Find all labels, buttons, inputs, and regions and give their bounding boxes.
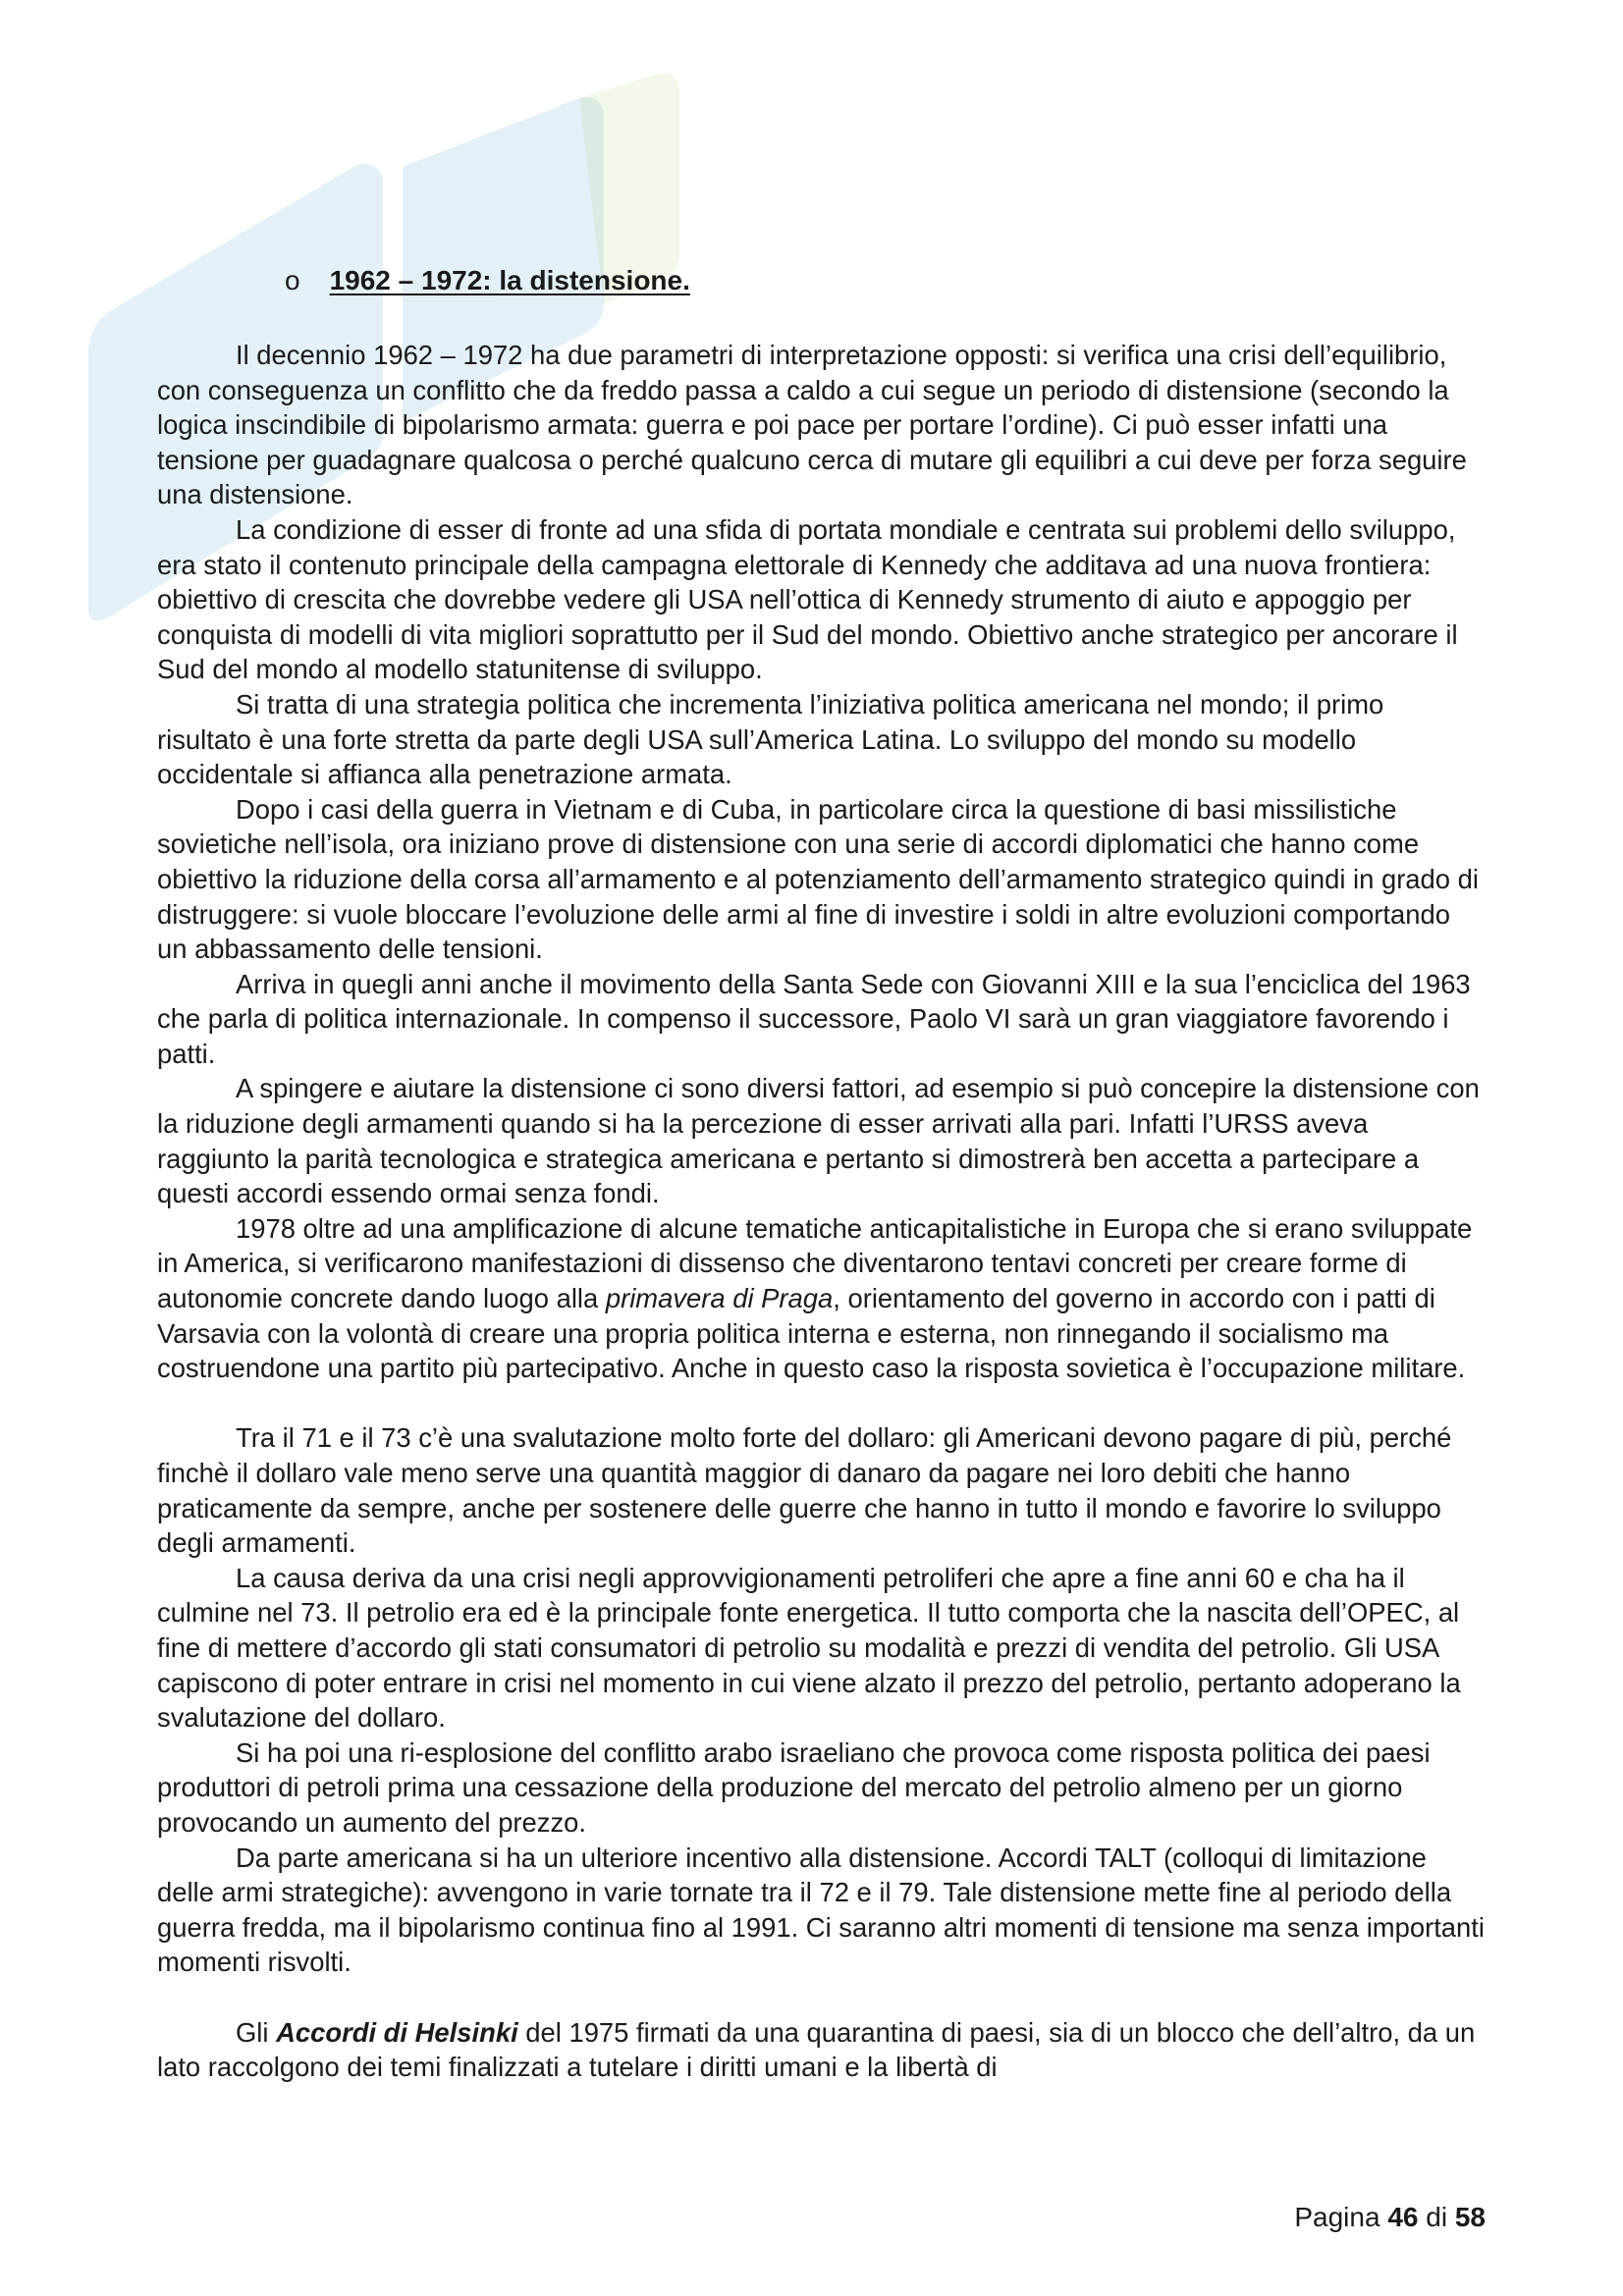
paragraph-segment: La condizione di esser di fronte ad una sfida di portata mondiale e centrata sui problemi dello sviluppo, era stato il contenuto principale della campagna elettorale di Kennedy che additava ad una nuova frontiera: obiettivo di crescita che dovrebbe vedere gli USA nell’ottica di Kennedy strumento di aiuto e appoggio per conquista di modelli di vita migliori soprattutto per il Sud del mondo. Obiettivo anche strategico per ancorare il Sud del mondo al modello statunitense di sviluppo. <box>157 513 1458 685</box>
paragraph-segment: A spingere e aiutare la distensione ci sono diversi fattori, ad esempio si può concepire la distensione con la riduzione degli armamenti quando si ha la percezione di esser arrivati alla pari. Infatti l’URSS aveva raggiunto la parità tecnologica e strategica americana e pertanto si dimostrerà ben accetta a partecipare a questi accordi essendo ormai senza fondi. <box>157 1073 1480 1209</box>
footer-of: di <box>1426 2202 1448 2232</box>
paragraph-segment: Si ha poi una ri-esplosione del conflitto arabo israeliano che provoca come risposta politica dei paesi produttori di petroli prima una cessazione della produzione del mercato del petrolio almeno per un giorno provocando un aumento del prezzo. <box>157 1736 1431 1838</box>
body-text <box>157 338 1485 2085</box>
paragraph-segment: Il decennio 1962 – 1972 ha due parametri di interpretazione opposti: si verifica una crisi dell’equilibrio, con conseguenza un conflitto che da freddo passa a caldo a cui segue un periodo di distensione (secondo la logica inscindibile di bipolarismo armata: guerra e poi pace per portare l’ordine). Ci può esser infatti una tensione per guadagnare qualcosa o perché qualcuno cerca di mutare gli equilibri a cui deve per forza seguire una distensione. <box>157 340 1467 510</box>
paragraph-segment: Tra il 71 e il 73 c’è una svalutazione molto forte del dollaro: gli Americani devono pagare di più, perché finchè il dollaro vale meno serve una quantità maggior di danaro da pagare nei loro debiti che hanno praticamente da sempre, anche per sostenere delle guerre che hanno in tutto il mondo e favorire lo sviluppo degli armamenti. <box>157 1422 1452 1559</box>
paragraph-segment: Arriva in quegli anni anche il movimento della Santa Sede con Giovanni XIII e la sua l’enciclica del 1963 che parla di politica internazionale. In compenso il successore, Paolo VI sarà un gran viaggiatore favorendo i patti. <box>157 968 1471 1069</box>
paragraph-segment: Accordi di Helsinki <box>276 2016 518 2048</box>
paragraph <box>157 1420 1485 1560</box>
paragraph-segment: 1978 oltre ad una amplificazione di alcune tematiche anticapitalistiche in Europa che si erano sviluppate in America, si verificarono manifestazioni di dissenso che diventarono tentavi concreti per creare forme di autonomie concrete dando luogo alla <box>157 1212 1473 1314</box>
paragraph <box>157 2015 1485 2085</box>
paragraph-segment: Si tratta di una strategia politica che incrementa l’iniziativa politica americana nel mondo; il primo risultato è una forte stretta da parte degli USA sull’America Latina. Lo sviluppo del mondo su modello occidentale si affianca alla penetrazione armata. <box>157 688 1384 790</box>
section-heading <box>285 263 690 298</box>
paragraph-segment: Gli <box>236 2016 277 2048</box>
paragraph <box>157 967 1485 1072</box>
paragraph <box>157 687 1485 792</box>
paragraph <box>157 1071 1485 1210</box>
paragraph-segment: La causa deriva da una crisi negli approvvigionamenti petroliferi che apre a fine anni 60 e cha ha il culmine nel 73. Il petrolio era ed è la principale fonte energetica. Il tutto comporta che la nascita dell’OPEC, al fine di mettere d’accordo gli stati consumatori di petrolio su modalità e prezzi di vendita del petrolio. Gli USA capiscono di poter entrare in crisi nel momento in cui viene alzato il prezzo del petrolio, pertanto adoperano la svalutazione del dollaro. <box>157 1562 1461 1734</box>
footer-label: Pagina <box>1294 2202 1380 2232</box>
paragraph <box>157 512 1485 687</box>
paragraph-segment: , orientamento del governo in accordo con i patti di Varsavia con la volontà di creare una propria politica interna e esterna, non rinnegando il socialismo ma costruendone una partito più partecipativo. Anche in questo caso la risposta sovietica è l’occupazione militare. <box>157 1283 1466 1384</box>
footer-current-page: 46 <box>1387 2202 1419 2232</box>
heading-title: 1962 – 1972: la distensione. <box>329 265 690 295</box>
footer-total-pages: 58 <box>1454 2202 1486 2232</box>
paragraph-segment: Da parte americana si ha un ulteriore incentivo alla distensione. Accordi TALT (colloqui di limitazione delle armi strategiche): avvengono in varie tornate tra il 72 e il 79. Tale distensione mette fine al periodo della guerra fredda, ma il bipolarismo continua fino al 1991. Ci saranno altri momenti di tensione ma senza importanti momenti risvolti. <box>157 1842 1485 1978</box>
page-footer <box>1294 2200 1486 2235</box>
paragraph <box>157 792 1485 967</box>
heading-bullet: o <box>285 265 300 295</box>
paragraph <box>157 1561 1485 1735</box>
paragraph-segment: Dopo i casi della guerra in Vietnam e di Cuba, in particolare circa la questione di basi missilistiche sovietiche nell’isola, ora iniziano prove di distensione con una serie di accordi diplomatici che hanno come obiettivo la riduzione della corsa all’armamento e al potenziamento dell’armamento strategico quindi in grado di distruggere: si vuole bloccare l’evoluzione delle armi al fine di investire i soldi in altre evoluzioni comportando un abbassamento delle tensioni. <box>157 793 1479 965</box>
paragraph <box>157 1735 1485 1841</box>
paragraph-segment: primavera di Praga <box>605 1283 834 1314</box>
paragraph <box>157 338 1485 512</box>
paragraph <box>157 1211 1485 1386</box>
paragraph-segment: del 1975 firmati da una quarantina di paesi, sia di un blocco che dell’altro, da un lato raccolgono dei temi finalizzati a tutelare i diritti umani e la libertà di <box>157 2016 1476 2083</box>
paragraph <box>157 1841 1485 1980</box>
